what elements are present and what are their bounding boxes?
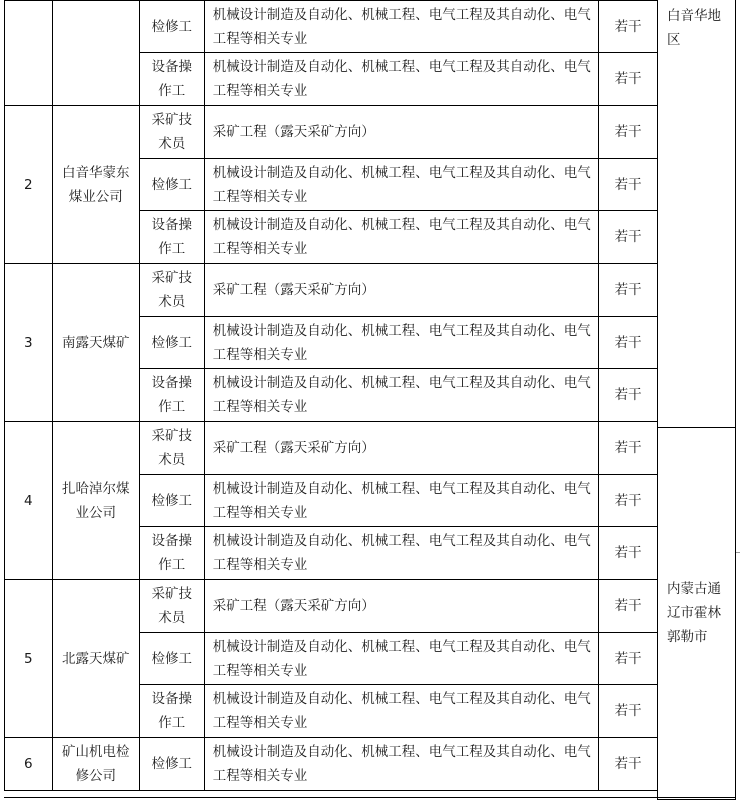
position: 设备操作工	[139, 527, 204, 580]
unit-name: 矿山机电检修公司	[52, 738, 139, 791]
unit-name: 北露天煤矿	[52, 580, 139, 738]
bottom-divider	[4, 797, 736, 798]
headcount: 若干	[599, 211, 658, 264]
location-cell-huolinguole	[657, 427, 736, 800]
table-row	[5, 738, 658, 791]
headcount: 若干	[599, 527, 658, 580]
headcount: 若干	[599, 369, 658, 422]
table-row	[5, 1, 658, 53]
row-number	[5, 1, 53, 106]
position: 检修工	[139, 738, 204, 791]
location-cell-baiyinhua	[657, 0, 736, 428]
unit-name: 南露天煤矿	[52, 264, 139, 422]
position: 采矿技术员	[139, 422, 204, 475]
position: 采矿技术员	[139, 580, 204, 633]
unit-name: 扎哈淖尔煤业公司	[52, 422, 139, 580]
position: 采矿技术员	[139, 264, 204, 317]
headcount: 若干	[599, 422, 658, 475]
position: 设备操作工	[139, 53, 204, 106]
headcount: 若干	[599, 159, 658, 211]
headcount: 若干	[599, 580, 658, 633]
major-requirement: 采矿工程（露天采矿方向）	[204, 580, 598, 633]
row-number: 3	[5, 264, 53, 422]
major-requirement: 采矿工程（露天采矿方向）	[204, 264, 598, 317]
major-requirement: 机械设计制造及自动化、机械工程、电气工程及其自动化、电气工程等相关专业	[204, 475, 598, 527]
headcount: 若干	[599, 738, 658, 791]
major-requirement: 机械设计制造及自动化、机械工程、电气工程及其自动化、电气工程等相关专业	[204, 211, 598, 264]
major-requirement: 机械设计制造及自动化、机械工程、电气工程及其自动化、电气工程等相关专业	[204, 317, 598, 369]
position: 采矿技术员	[139, 106, 204, 159]
position: 检修工	[139, 317, 204, 369]
table-row	[5, 422, 658, 475]
headcount: 若干	[599, 264, 658, 317]
row-number: 2	[5, 106, 53, 264]
location-text: 白音华地区	[667, 8, 721, 48]
major-requirement: 机械设计制造及自动化、机械工程、电气工程及其自动化、电气工程等相关专业	[204, 159, 598, 211]
headcount: 若干	[599, 317, 658, 369]
table-row	[5, 580, 658, 633]
position: 检修工	[139, 159, 204, 211]
major-requirement: 机械设计制造及自动化、机械工程、电气工程及其自动化、电气工程等相关专业	[204, 738, 598, 791]
position: 设备操作工	[139, 685, 204, 738]
major-requirement: 机械设计制造及自动化、机械工程、电气工程及其自动化、电气工程等相关专业	[204, 685, 598, 738]
position: 设备操作工	[139, 211, 204, 264]
location-text: 内蒙古通辽市霍林郭勒市	[667, 581, 721, 645]
position: 检修工	[139, 1, 204, 53]
headcount: 若干	[599, 106, 658, 159]
unit-name	[52, 1, 139, 106]
headcount: 若干	[599, 475, 658, 527]
major-requirement: 采矿工程（露天采矿方向）	[204, 422, 598, 475]
headcount: 若干	[599, 53, 658, 106]
position: 设备操作工	[139, 369, 204, 422]
row-number: 6	[5, 738, 53, 791]
headcount: 若干	[599, 633, 658, 685]
major-requirement: 机械设计制造及自动化、机械工程、电气工程及其自动化、电气工程等相关专业	[204, 527, 598, 580]
major-requirement: 采矿工程（露天采矿方向）	[204, 106, 598, 159]
major-requirement: 机械设计制造及自动化、机械工程、电气工程及其自动化、电气工程等相关专业	[204, 53, 598, 106]
headcount: 若干	[599, 1, 658, 53]
major-requirement: 机械设计制造及自动化、机械工程、电气工程及其自动化、电气工程等相关专业	[204, 633, 598, 685]
major-requirement: 机械设计制造及自动化、机械工程、电气工程及其自动化、电气工程等相关专业	[204, 369, 598, 422]
recruitment-table	[4, 0, 658, 791]
position: 检修工	[139, 475, 204, 527]
unit-name: 白音华蒙东煤业公司	[52, 106, 139, 264]
row-number: 5	[5, 580, 53, 738]
edge-tick-mark	[736, 552, 740, 553]
headcount: 若干	[599, 685, 658, 738]
table-row	[5, 106, 658, 159]
major-requirement: 机械设计制造及自动化、机械工程、电气工程及其自动化、电气工程等相关专业	[204, 1, 598, 53]
row-number: 4	[5, 422, 53, 580]
position: 检修工	[139, 633, 204, 685]
table-row	[5, 264, 658, 317]
